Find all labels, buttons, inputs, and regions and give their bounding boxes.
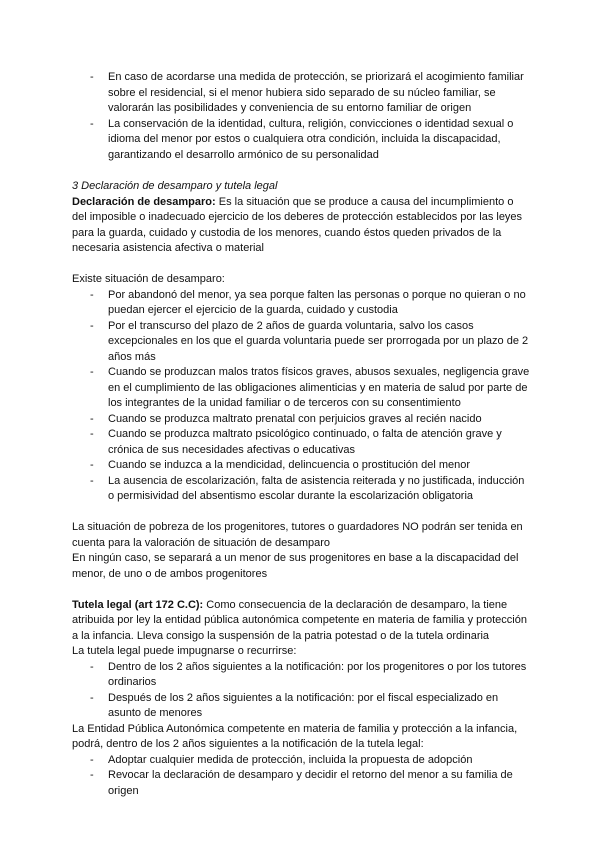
desamparo-definition bbox=[72, 195, 530, 257]
list-item: - La ausencia de escolarización, falta de asistencia reiterada y no justificada, inducción o permisividad del absentismo escolar durante la escolarización obligatoria bbox=[72, 474, 530, 505]
list-item: - Dentro de los 2 años siguientes a la notificación: por los progenitores o por los tutores ordinarios bbox=[72, 660, 530, 691]
disability-note: En ningún caso, se separará a un menor de sus progenitores en base a la discapacidad del menor, de uno o de ambos progenitores bbox=[72, 552, 519, 580]
list-item: - Adoptar cualquier medida de protección, incluida la propuesta de adopción bbox=[72, 753, 530, 769]
list-item: - Revocar la declaración de desamparo y decidir el retorno del menor a su familia de origen bbox=[72, 768, 530, 799]
tutela-definition bbox=[72, 598, 530, 645]
entity-list bbox=[72, 753, 530, 800]
section-heading: 3 Declaración de desamparo y tutela legal bbox=[72, 180, 278, 192]
list-item: - Cuando se produzcan malos tratos físicos graves, abusos sexuales, negligencia grave en el cumplimiento de las obligaciones alimenticias y en materia de salud por parte de los integrantes de la unidad familiar o de terceros con su consentimiento bbox=[72, 365, 530, 412]
list-item: - Cuando se produzca maltrato prenatal con perjuicios graves al recién nacido bbox=[72, 412, 530, 428]
list-item: - La conservación de la identidad, cultura, religión, convicciones o identidad sexual o idioma del menor por estos o cualquiera otra condición, incluida la discapacidad, garantizando el desarrollo armónico de su personalidad bbox=[72, 117, 530, 164]
list-item: - Cuando se induzca a la mendicidad, delincuencia o prostitución del menor bbox=[72, 458, 530, 474]
impugn-intro: La tutela legal puede impugnarse o recurrirse: bbox=[72, 645, 297, 657]
top-list bbox=[72, 70, 530, 163]
impugn-list bbox=[72, 660, 530, 722]
list-item: - Después de los 2 años siguientes a la notificación: por el fiscal especializado en asunto de menores bbox=[72, 691, 530, 722]
definition-text: Es la situación que se produce a causa del incumplimiento o del imposible o inadecuado ejercicio de los deberes de protección establecidos por las leyes para la guarda, cuidado y custodia de los menores, cuando éstos queden privados de la necesaria asistencia afectiva o material bbox=[72, 195, 523, 254]
list-item: - Por el transcurso del plazo de 2 años de guarda voluntaria, salvo los casos excepcionales en los que el guarda voluntaria puede ser prorrogada por un plazo de 2 años más bbox=[72, 319, 530, 366]
poverty-note: La situación de pobreza de los progenitores, tutores o guardadores NO podrán ser tenida en cuenta para la valoración de situación de desamparo bbox=[72, 521, 523, 549]
list-item: - Por abandonó del menor, ya sea porque falten las personas o porque no quieran o no puedan ejercer el ejercicio de la guarda, cuidado y custodia bbox=[72, 288, 530, 319]
tutela-term: Tutela legal (art 172 C.C): bbox=[72, 598, 204, 611]
list-item: - Cuando se produzca maltrato psicológico continuado, o falta de atención grave y crónica de sus necesidades afectivas o educativas bbox=[72, 427, 530, 458]
definition-term: Declaración de desamparo: bbox=[72, 195, 216, 208]
tutela-text: Como consecuencia de la declaración de desamparo, la tiene atribuida por ley la entidad pública autonómica competente en materia de familia y protección a la infancia. Lleva consigo la suspensión de la patria potestad o de la tutela ordinaria bbox=[72, 598, 527, 642]
desamparo-list bbox=[72, 288, 530, 505]
entity-intro: La Entidad Pública Autonómica competente en materia de familia y protección a la infancia, podrá, dentro de los 2 años siguientes a la notificación de la tutela legal: bbox=[72, 722, 518, 750]
list-item: - En caso de acordarse una medida de protección, se priorizará el acogimiento familiar sobre el residencial, si el menor hubiera sido separado de su núcleo familiar, se valorarán las posibilidades y conveniencia de su entorno familiar de origen bbox=[72, 70, 530, 117]
exists-intro: Existe situación de desamparo: bbox=[72, 273, 225, 285]
